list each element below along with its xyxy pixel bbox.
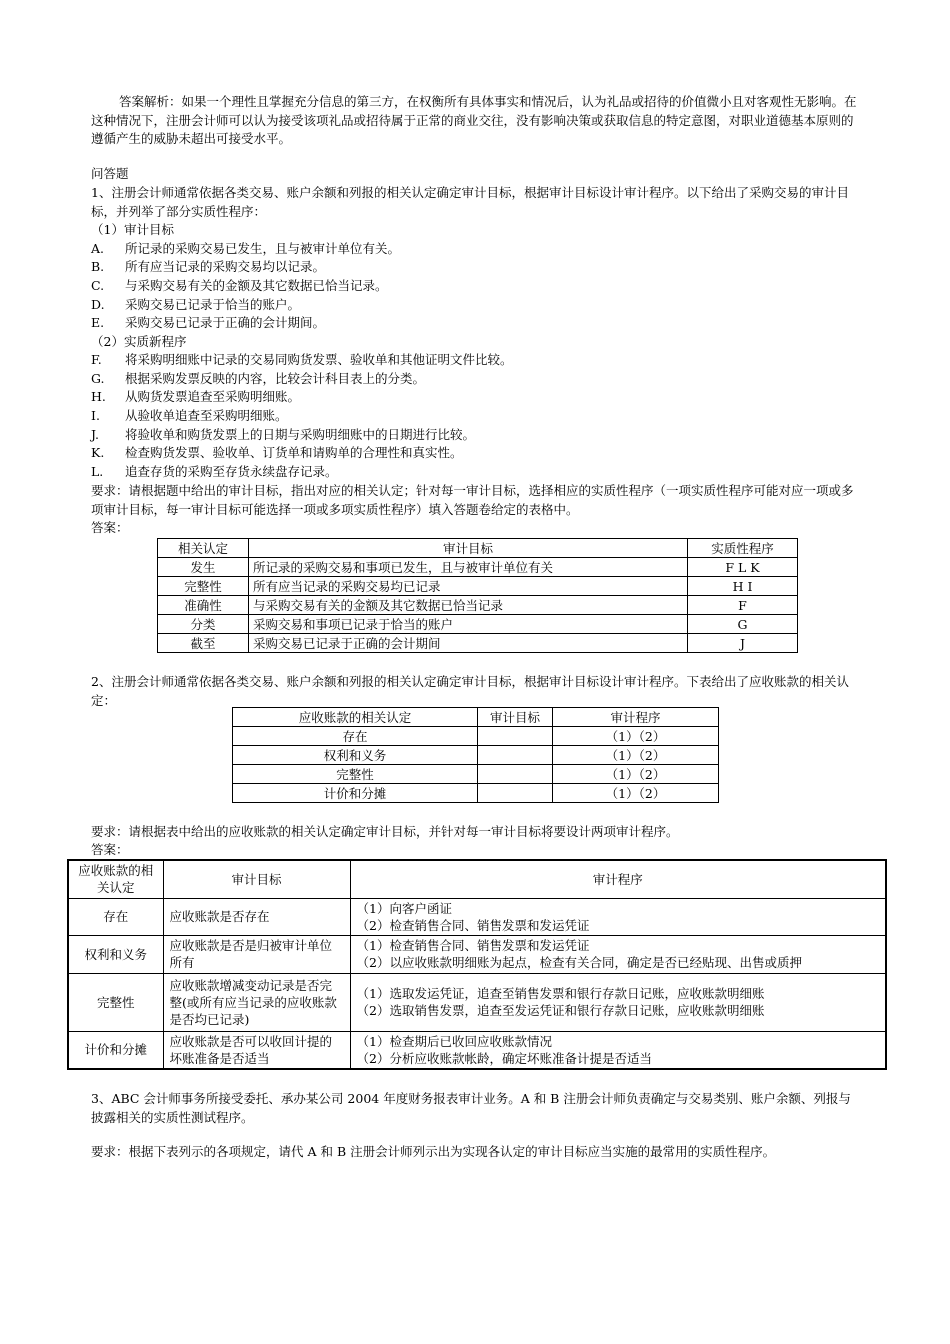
procedure-cell: （1）（2） xyxy=(553,727,719,746)
q1-objective-c: C. 与采购交易有关的金额及其它数据已恰当记录。 xyxy=(91,278,388,293)
table-row xyxy=(233,727,719,746)
table-row xyxy=(158,596,798,615)
q1-procedures-heading: （2）实质新程序 xyxy=(91,334,187,349)
column-header: 应收账款的相关认定 xyxy=(233,708,478,727)
procedure-cell: G xyxy=(688,615,798,634)
table-row xyxy=(68,1031,886,1069)
q1-objective-b: B. 所有应当记录的采购交易均以记录。 xyxy=(91,259,326,274)
procedure-line: （1）选取发运凭证，追查至销售发票和银行存款日记账，应收账款明细账 xyxy=(356,986,765,1001)
q1-objective-a: A. 所记录的采购交易已发生，且与被审计单位有关。 xyxy=(91,241,401,256)
column-header: 审计目标 xyxy=(163,860,350,898)
procedure-cell xyxy=(350,898,886,935)
q1-stem: 1、注册会计师通常依据各类交易、账户余额和列报的相关认定确定审计目标，根据审计目标设计审计程序。以下给出了采购交易的审计目标，并列举了部分实质性程序： xyxy=(91,185,849,219)
assertion-cell: 完整性 xyxy=(158,577,249,596)
objective-cell: 采购交易和事项已记录于恰当的账户 xyxy=(249,615,688,634)
assertion-cell: 计价和分摊 xyxy=(233,784,478,803)
objective-cell xyxy=(478,765,553,784)
procedure-line: （1）检查销售合同、销售发票和发运凭证 xyxy=(356,938,590,953)
objective-cell: 所有应当记录的采购交易均已记录 xyxy=(249,577,688,596)
column-header: 审计目标 xyxy=(478,708,553,727)
assertion-cell: 存在 xyxy=(233,727,478,746)
procedure-cell: H I xyxy=(688,577,798,596)
q1-procedure-h: H. 从购货发票追查至采购明细账。 xyxy=(91,389,301,404)
procedure-cell: （1）（2） xyxy=(553,784,719,803)
table-row xyxy=(158,634,798,653)
procedure-cell: F xyxy=(688,596,798,615)
table-row xyxy=(68,973,886,1031)
assertion-cell: 完整性 xyxy=(68,973,163,1031)
objective-cell: 所记录的采购交易和事项已发生，且与被审计单位有关 xyxy=(249,558,688,577)
q1-procedure-k: K. 检查购货发票、验收单、订货单和请购单的合理性和真实性。 xyxy=(91,445,463,460)
assertion-cell: 权利和义务 xyxy=(68,935,163,973)
assertion-cell: 计价和分摊 xyxy=(68,1031,163,1069)
column-header: 实质性程序 xyxy=(688,539,798,558)
column-header: 应收账款的相关认定 xyxy=(68,860,163,898)
q1-procedure-j: J. 将验收单和购货发票上的日期与采购明细账中的日期进行比较。 xyxy=(91,427,476,442)
procedure-cell: （1）（2） xyxy=(553,746,719,765)
assertion-cell: 完整性 xyxy=(233,765,478,784)
procedure-cell: J xyxy=(688,634,798,653)
q1-answer-table xyxy=(157,538,798,653)
objective-cell: 应收账款是否是归被审计单位所有 xyxy=(163,935,350,973)
table-header-row xyxy=(158,539,798,558)
table-row xyxy=(158,558,798,577)
procedure-line: （2）以应收账款明细账为起点，检查有关合同，确定是否已经贴现、出售或质押 xyxy=(356,955,802,970)
procedure-cell xyxy=(350,935,886,973)
objective-cell: 应收账款是否存在 xyxy=(163,898,350,935)
table-row xyxy=(233,765,719,784)
procedure-cell xyxy=(350,1031,886,1069)
column-header: 相关认定 xyxy=(158,539,249,558)
q1-procedure-g: G. 根据采购发票反映的内容，比较会计科目表上的分类。 xyxy=(91,371,426,386)
table-row xyxy=(68,898,886,935)
section-title: 问答题 xyxy=(91,166,129,181)
q2-stem: 2、注册会计师通常依据各类交易、账户余额和列报的相关认定确定审计目标，根据审计目标设计审计程序。下表给出了应收账款的相关认定： xyxy=(91,674,849,708)
q1-procedure-f: F. 将采购明细账中记录的交易同购货发票、验收单和其他证明文件比较。 xyxy=(91,352,513,367)
q1-objective-e: E. 采购交易已记录于正确的会计期间。 xyxy=(91,315,326,330)
q2-assertion-table xyxy=(232,707,719,803)
q1-answer-label: 答案： xyxy=(91,520,129,535)
assertion-cell: 分类 xyxy=(158,615,249,634)
objective-cell: 应收账款增减变动记录是否完整(或所有应当记录的应收账款是否均已记录) xyxy=(163,973,350,1031)
procedure-cell xyxy=(350,973,886,1031)
assertion-cell: 存在 xyxy=(68,898,163,935)
procedure-cell: F L K xyxy=(688,558,798,577)
objective-cell: 应收账款是否可以收回计提的坏账准备是否适当 xyxy=(163,1031,350,1069)
procedure-line: （1）向客户函证 xyxy=(356,900,452,916)
table-row xyxy=(68,935,886,973)
q2-answer-table xyxy=(67,859,887,1070)
assertion-cell: 发生 xyxy=(158,558,249,577)
q1-objectives-heading: （1）审计目标 xyxy=(91,222,174,237)
q3-stem: 3、ABC 会计师事务所接受委托、承办某公司 2004 年度财务报表审计业务。A 和 B 注册会计师负责确定与交易类别、账户余额、列报与披露相关的实质性测试程序。 xyxy=(91,1091,851,1125)
q1-requirement: 要求：请根据题中给出的审计目标，指出对应的相关认定；针对每一审计目标，选择相应的实质性程序（一项实质性程序可能对应一项或多项审计目标，每一审计目标可能选择一项或多项实质性程序）填入答题卷给定的表格中。 xyxy=(91,483,854,517)
procedure-line: （2）选取销售发票，追查至发运凭证和银行存款日记账，应收账款明细账 xyxy=(356,1003,765,1018)
objective-cell xyxy=(478,727,553,746)
objective-cell: 与采购交易有关的金额及其它数据已恰当记录 xyxy=(249,596,688,615)
answer-analysis-paragraph: 答案解析：如果一个理性且掌握充分信息的第三方，在权衡所有具体事实和情况后，认为礼品或招待的价值微小且对客观性无影响。在这种情况下，注册会计师可以认为接受该项礼品或招待属于正常的商业交往，没有影响决策或获取信息的特定意图，对职业道德基本原则的遵循产生的威胁未超出可接受水平。 xyxy=(91,94,857,146)
table-row xyxy=(233,746,719,765)
procedure-cell: （1）（2） xyxy=(553,765,719,784)
assertion-cell: 权利和义务 xyxy=(233,746,478,765)
objective-cell xyxy=(478,746,553,765)
column-header: 审计目标 xyxy=(249,539,688,558)
procedure-line: （1）检查期后已收回应收账款情况 xyxy=(356,1033,552,1049)
assertion-cell: 截至 xyxy=(158,634,249,653)
assertion-cell: 准确性 xyxy=(158,596,249,615)
table-row xyxy=(158,577,798,596)
objective-cell: 采购交易已记录于正确的会计期间 xyxy=(249,634,688,653)
q2-answer-label: 答案： xyxy=(91,842,129,857)
q2-requirement: 要求：请根据表中给出的应收账款的相关认定确定审计目标，并针对每一审计目标将要设计两项审计程序。 xyxy=(91,824,679,839)
q3-requirement: 要求：根据下表列示的各项规定，请代 A 和 B 注册会计师列示出为实现各认定的审计目标应当实施的最常用的实质性程序。 xyxy=(91,1144,776,1159)
q1-procedure-l: L. 追查存货的采购至存货永续盘存记录。 xyxy=(91,464,338,479)
objective-cell xyxy=(478,784,553,803)
q1-objective-d: D. 采购交易已记录于恰当的账户。 xyxy=(91,297,301,312)
table-row xyxy=(233,784,719,803)
table-header-row xyxy=(233,708,719,727)
procedure-line: （2）检查销售合同、销售发票和发运凭证 xyxy=(356,917,590,933)
procedure-line: （2）分析应收账款帐龄，确定坏账准备计提是否适当 xyxy=(356,1050,652,1066)
column-header: 审计程序 xyxy=(350,860,886,898)
column-header: 审计程序 xyxy=(553,708,719,727)
table-row xyxy=(158,615,798,634)
q1-procedure-i: I. 从验收单追查至采购明细账。 xyxy=(91,408,288,423)
table-header-row xyxy=(68,860,886,898)
